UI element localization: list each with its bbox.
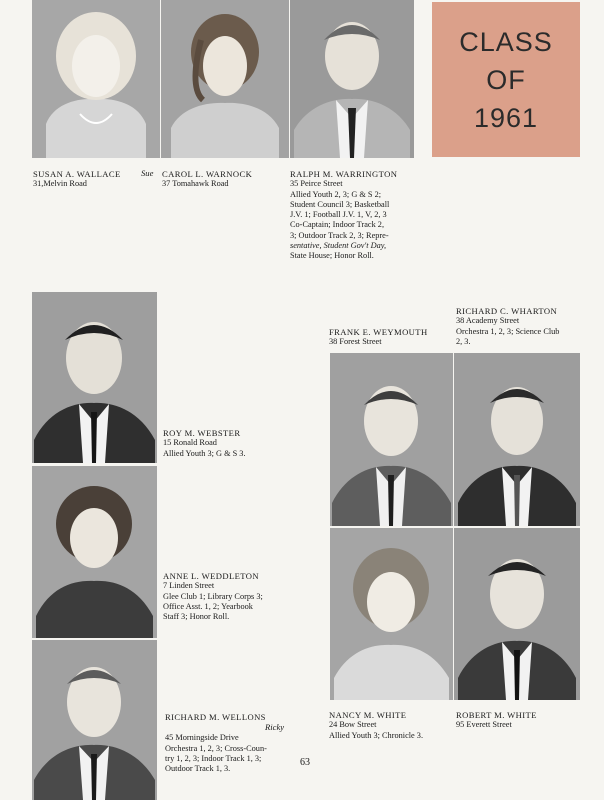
student-address: 7 Linden Street	[163, 581, 215, 591]
caption-weddleton	[163, 571, 263, 622]
caption-warnock	[162, 169, 252, 190]
activity-line: State House; Honor Roll.	[290, 251, 374, 261]
class-line-2: OF	[486, 64, 526, 95]
portrait-photo-warnock	[161, 0, 289, 158]
activity-line: try 1, 2, 3; Indoor Track 1, 3;	[165, 753, 262, 763]
student-address: 37 Tomahawk Road	[162, 179, 229, 189]
student-address: 38 Forest Street	[329, 337, 382, 347]
activity-line: Allied Youth 3; G & S 3.	[163, 448, 246, 458]
caption-wallace	[33, 169, 121, 190]
caption-wellons	[165, 712, 267, 774]
activity-line: Outdoor Track 1, 3.	[165, 764, 231, 774]
student-address: 38 Academy Street	[456, 316, 520, 326]
student-address: 35 Peirce Street	[290, 179, 343, 189]
class-line-1: CLASS	[459, 26, 553, 57]
page-number: 63	[300, 757, 310, 768]
activity-line: Staff 3; Honor Roll.	[163, 612, 230, 622]
student-nickname: Sue	[141, 168, 154, 178]
activity-line: Orchestra 1, 2, 3; Cross-Coun-	[165, 743, 267, 753]
student-name: ANNE L. WEDDLETON	[163, 571, 259, 581]
student-name: RICHARD C. WHARTON	[456, 306, 558, 316]
student-name: ROBERT M. WHITE	[456, 710, 537, 720]
activity-line: Student Council 3; Basketball	[290, 199, 390, 209]
caption-wharton	[456, 306, 559, 347]
class-year: 1961	[473, 102, 539, 133]
caption-robert-white	[456, 710, 537, 731]
student-address: 31,Melvin Road	[33, 179, 87, 189]
student-address: 15 Ronald Road	[163, 438, 217, 448]
student-address: 95 Everett Street	[456, 720, 512, 730]
portrait-photo-nancy-white	[330, 528, 453, 700]
activity-line: sentative, Student Gov't Day,	[290, 241, 387, 251]
activity-line: Allied Youth 2, 3; G & S 2;	[290, 189, 382, 199]
activity-line: Co-Captain; Indoor Track 2,	[290, 220, 385, 230]
portrait-photo-robert-white	[454, 528, 580, 700]
caption-webster	[163, 428, 246, 459]
portrait-photo-warrington	[290, 0, 414, 158]
portrait-photo-wellons	[32, 640, 157, 800]
portrait-photo-webster	[32, 292, 157, 463]
activity-line: Orchestra 1, 2, 3; Science Club	[456, 326, 560, 336]
student-name: NANCY M. WHITE	[329, 710, 407, 720]
portrait-photo-wallace	[32, 0, 160, 158]
caption-nancy-white	[329, 710, 423, 741]
student-name: FRANK E. WEYMOUTH	[329, 327, 428, 337]
student-name: RALPH M. WARRINGTON	[290, 169, 398, 179]
activity-line: Allied Youth 3; Chronicle 3.	[329, 730, 424, 740]
portrait-photo-weymouth	[330, 353, 453, 526]
student-name: SUSAN A. WALLACE	[33, 169, 121, 179]
portrait-photo-wharton	[454, 353, 580, 526]
activity-line: 2, 3.	[456, 336, 471, 346]
activity-line: Glee Club 1; Library Corps 3;	[163, 591, 263, 601]
activity-line: 3; Outdoor Track 2, 3; Repre-	[290, 230, 389, 240]
portrait-photo-weddleton	[32, 466, 157, 638]
caption-weymouth	[329, 327, 428, 348]
student-name: ROY M. WEBSTER	[163, 428, 241, 438]
student-address: 45 Morningside Drive	[165, 733, 239, 743]
student-name: RICHARD M. WELLONS	[165, 712, 266, 722]
student-nickname: Ricky	[265, 722, 285, 732]
activity-line: Office Asst. 1, 2; Yearbook	[163, 601, 253, 611]
class-of-1961-label	[432, 2, 580, 157]
activity-line: J.V. 1; Football J.V. 1, V, 2, 3	[290, 210, 387, 220]
caption-warrington	[290, 169, 397, 262]
student-address: 24 Bow Street	[329, 720, 377, 730]
student-name: CAROL L. WARNOCK	[162, 169, 253, 179]
